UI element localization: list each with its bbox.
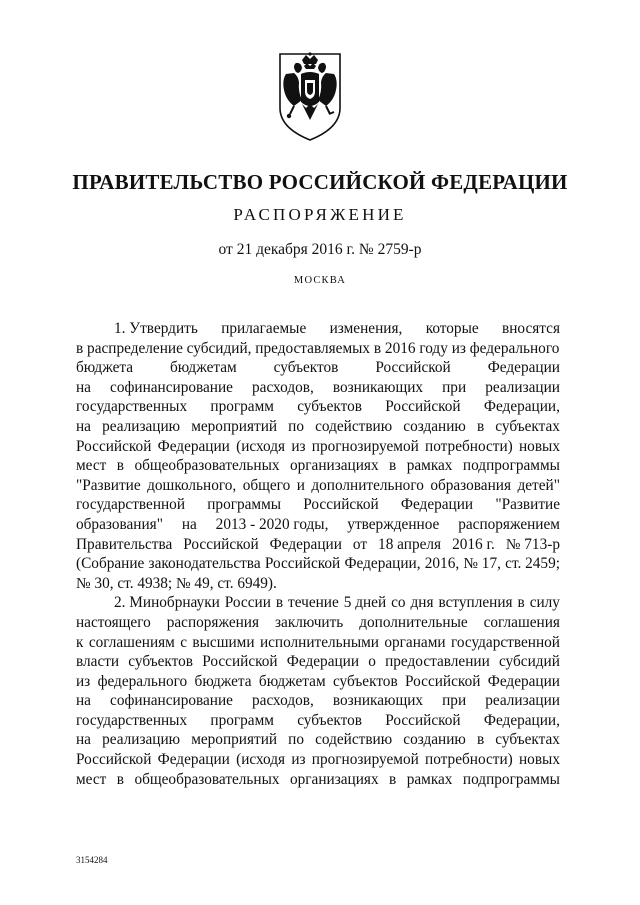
text-line — [76, 358, 560, 378]
text-word: содействию — [315, 731, 393, 749]
text-word: настоящего — [76, 613, 151, 631]
coat-of-arms-emblem-icon — [272, 50, 348, 144]
text-word: Российской — [183, 535, 259, 553]
text-word: 5 дней — [343, 594, 387, 612]
text-line — [76, 652, 560, 672]
text-word: субъектов — [297, 711, 362, 729]
text-word: 18 апреля — [378, 535, 442, 553]
text-word: Федерации, — [483, 711, 560, 729]
text-word: 1. Утвердить — [114, 320, 198, 337]
text-word: общеобразовательных — [134, 770, 280, 788]
text-line — [76, 397, 560, 417]
text-word: Федерации — [269, 535, 342, 553]
text-line — [76, 593, 560, 613]
text-line — [76, 730, 560, 750]
text-word: к — [76, 633, 84, 651]
text-line — [76, 750, 560, 770]
text-word: Федерации — [487, 359, 560, 377]
text-word: мероприятий — [191, 417, 278, 435]
document-city: МОСКВА — [293, 275, 347, 286]
text-word: предоставлении — [385, 653, 490, 671]
text-word: расходов, — [252, 692, 314, 710]
text-word: государственной — [76, 496, 186, 514]
text-word: в — [476, 731, 485, 749]
text-word: власти — [76, 653, 120, 671]
text-word: Федерации — [286, 653, 360, 671]
text-word: Российской — [303, 496, 379, 514]
text-word: Правительства — [76, 535, 173, 553]
text-word: рамках — [406, 457, 453, 475]
text-word: на — [76, 731, 91, 749]
text-word: софинансирование — [110, 692, 233, 710]
text-word: софинансирование — [110, 378, 233, 396]
text-word: 2013 - 2020 годы, — [215, 515, 329, 533]
text-word: бюджетам — [170, 359, 237, 377]
text-line — [76, 515, 560, 535]
text-word: государственных — [76, 711, 188, 729]
text-word: с — [180, 633, 188, 651]
text-word: "Развитие — [76, 476, 141, 494]
text-word: мест — [76, 770, 107, 788]
document-body — [76, 319, 560, 789]
text-word: ст. 2459; — [505, 555, 560, 573]
text-word: при — [442, 692, 467, 710]
text-word: вступления — [438, 594, 513, 612]
text-word: бюджетам — [258, 672, 326, 690]
text-word: в — [517, 594, 525, 612]
text-word: Российской — [375, 359, 451, 377]
text-word: бюджета — [76, 359, 134, 377]
text-word: исполнительными — [259, 633, 379, 651]
text-word: в распределение субсидий, предоставляемых в 2016 году из федерального — [76, 339, 560, 357]
text-word: дополнительного — [311, 476, 424, 494]
text-word: подпрограммы — [462, 457, 560, 475]
text-word: образования" — [76, 515, 163, 533]
text-word: Российской — [76, 751, 152, 769]
text-word: реализацию — [102, 731, 181, 749]
text-line — [76, 613, 560, 633]
text-word: дополнительные — [359, 613, 468, 631]
text-word: в — [389, 457, 397, 475]
document-date-number: от 21 декабря 2016 г. № 2759-р — [218, 241, 422, 258]
text-word: (исходя — [236, 437, 286, 455]
text-word: Российской — [202, 653, 278, 671]
text-word: на — [76, 692, 91, 710]
text-word: в — [116, 770, 124, 788]
text-word: России — [224, 594, 271, 612]
text-word: субъектов — [128, 653, 194, 671]
text-word: течение — [288, 594, 339, 612]
text-word: заключить — [274, 613, 344, 631]
text-word: вносятся — [502, 320, 560, 337]
text-word: программ — [210, 398, 274, 416]
text-line — [76, 456, 560, 476]
text-word: соглашения — [483, 613, 560, 631]
text-line — [76, 339, 560, 359]
text-word: бюджета — [194, 672, 252, 690]
text-word: законодательства — [148, 555, 261, 573]
document-type: РАСПОРЯЖЕНИЕ — [233, 205, 407, 224]
text-word: 2. Минобрнауки — [114, 594, 220, 612]
text-word: 2016, — [424, 555, 460, 573]
text-line — [76, 633, 560, 653]
text-word: Российской — [76, 437, 152, 455]
text-word: со — [391, 594, 406, 612]
text-word: изменения, — [329, 320, 403, 337]
text-line — [76, 319, 560, 339]
text-word: расходов, — [252, 378, 314, 396]
text-word: при — [442, 378, 467, 396]
text-word: созданию — [403, 731, 466, 749]
text-line — [76, 437, 560, 457]
text-word: № 30, ст. 4938; № 49, ст. 6949). — [76, 574, 277, 592]
text-word: мест — [76, 457, 107, 475]
text-word: органами — [384, 633, 446, 651]
text-word: высшими — [192, 633, 255, 651]
text-word: по — [288, 731, 305, 749]
text-word: (исходя — [236, 751, 286, 769]
text-word: Федерации, — [483, 398, 560, 416]
text-word: содействию — [315, 417, 393, 435]
text-word: в — [476, 417, 485, 435]
text-word: возникающих — [332, 692, 424, 710]
text-word: соглашениям — [88, 633, 175, 651]
text-word: Российской — [264, 555, 341, 573]
text-word: Федерации — [157, 751, 230, 769]
text-word: государственных — [76, 398, 188, 416]
text-word: Федерации — [400, 496, 474, 514]
text-word: мероприятий — [191, 731, 278, 749]
text-word: субъектах — [495, 731, 560, 749]
text-word: распоряжения — [166, 613, 260, 631]
text-word: № 17, — [463, 555, 501, 573]
text-word: распоряжением — [458, 515, 560, 533]
text-word: прилагаемые — [221, 320, 307, 337]
text-word: утвержденное — [347, 515, 440, 533]
text-word: субъектов — [297, 398, 362, 416]
text-line — [76, 417, 560, 437]
text-word: возникающих — [332, 378, 424, 396]
text-word: реализации — [485, 692, 560, 710]
text-word: организациях — [289, 457, 379, 475]
text-word: по — [288, 417, 305, 435]
text-word: федерального — [97, 672, 188, 690]
text-word: 2016 г. — [452, 535, 495, 553]
text-word: на — [76, 417, 91, 435]
text-word: и — [296, 476, 305, 494]
text-word: созданию — [403, 417, 466, 435]
text-word: Российской — [385, 398, 461, 416]
text-word: потребности) — [425, 437, 513, 455]
text-word: прогнозируемой — [311, 751, 419, 769]
text-word: новых — [518, 437, 560, 455]
text-word: новых — [518, 751, 560, 769]
text-word: дня — [410, 594, 434, 612]
text-line — [76, 476, 560, 496]
text-line — [76, 495, 560, 515]
text-line — [76, 672, 560, 692]
text-word: субсидий — [498, 653, 560, 671]
paragraph — [76, 593, 560, 789]
text-word: субъектов — [273, 359, 339, 377]
text-word: детей" — [517, 476, 560, 494]
text-word: потребности) — [425, 751, 513, 769]
text-word: общеобразовательных — [134, 457, 280, 475]
text-word: государственной — [450, 633, 560, 651]
text-word: субъектах — [495, 417, 560, 435]
text-word: субъектов — [332, 672, 398, 690]
text-line — [76, 554, 560, 574]
text-word: в — [389, 770, 397, 788]
government-title: ПРАВИТЕЛЬСТВО РОССИЙСКОЙ ФЕДЕРАЦИИ — [72, 170, 568, 194]
text-line — [76, 691, 560, 711]
text-word: (Собрание — [76, 555, 145, 573]
text-word: рамках — [406, 770, 453, 788]
paragraph — [76, 319, 560, 593]
text-word: которые — [425, 320, 479, 337]
text-word: дошкольного, — [147, 476, 237, 494]
text-word: Федерации — [487, 672, 560, 690]
text-word: прогнозируемой — [311, 437, 419, 455]
text-word: из — [291, 437, 306, 455]
text-word: программы — [207, 496, 282, 514]
document-code: 3154284 — [76, 855, 108, 865]
text-line — [76, 535, 560, 555]
text-word: от — [352, 535, 368, 553]
text-word: Российской — [405, 672, 481, 690]
text-word: силу — [529, 594, 560, 612]
text-line — [76, 378, 560, 398]
text-line — [76, 574, 560, 594]
text-word: реализации — [485, 378, 560, 396]
text-word: образования — [430, 476, 512, 494]
text-word: на — [76, 378, 91, 396]
text-word: программ — [210, 711, 274, 729]
text-word: "Развитие — [495, 496, 560, 514]
text-word: о — [368, 653, 376, 671]
text-word: организациях — [289, 770, 379, 788]
text-word: Российской — [385, 711, 461, 729]
text-word: Федерации — [157, 437, 230, 455]
text-word: № 713-р — [505, 535, 560, 553]
text-word: общего — [242, 476, 291, 494]
text-word: в — [116, 457, 124, 475]
text-word: из — [76, 672, 91, 690]
text-word: реализацию — [102, 417, 181, 435]
text-word: из — [291, 751, 306, 769]
text-line — [76, 711, 560, 731]
text-line — [76, 770, 560, 790]
text-word: подпрограммы — [462, 770, 560, 788]
text-word: Федерации, — [344, 555, 421, 573]
text-word: на — [181, 515, 197, 533]
text-word: в — [275, 594, 284, 612]
